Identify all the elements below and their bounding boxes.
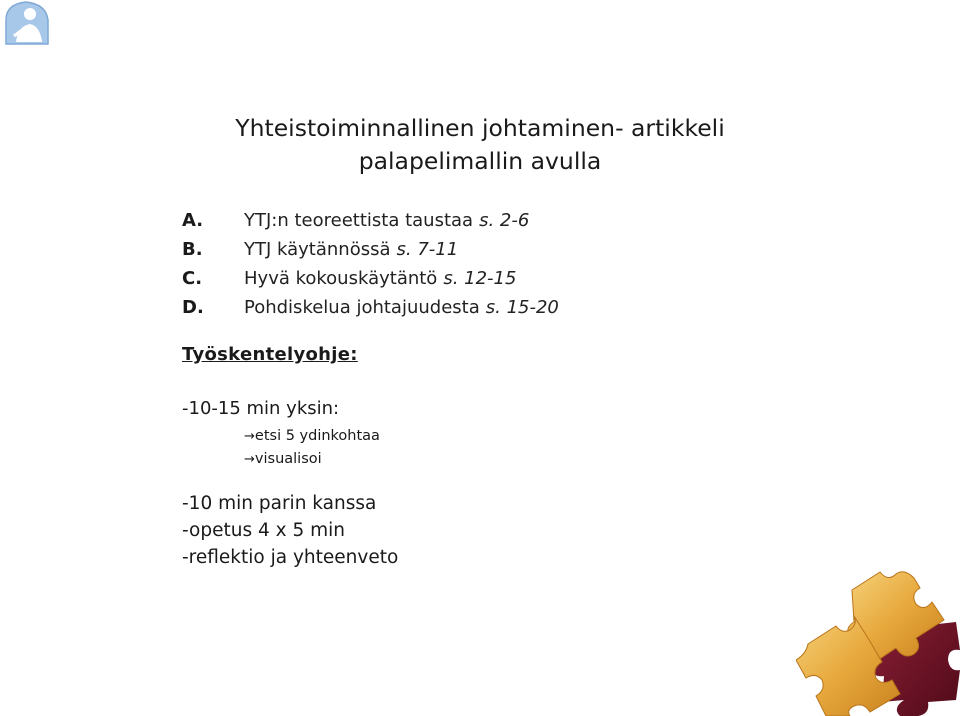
page-title [0, 112, 960, 178]
sub-item-find-key-points [244, 428, 380, 444]
step-alone: -10-15 min yksin: [182, 398, 340, 419]
toc-pages: s. 15-20 [485, 297, 559, 318]
step-teaching: -opetus 4 x 5 min [182, 520, 345, 541]
sub-item-visualize [244, 451, 322, 467]
toc-text: YTJ:n teoreettista taustaa [244, 210, 474, 231]
puzzle-pieces-icon [796, 568, 960, 716]
instructions-heading: Työskentelyohje: [182, 344, 358, 365]
toc-text: Hyvä kokouskäytäntö [244, 268, 438, 289]
toc-letter: D. [182, 297, 204, 318]
toc-item-a [182, 206, 559, 235]
sub-item-text: etsi 5 ydinkohtaa [254, 428, 380, 444]
toc-item-b [182, 235, 559, 264]
toc-pages: s. 2-6 [479, 210, 530, 231]
step-pair: -10 min parin kanssa [182, 493, 377, 514]
table-of-contents [182, 206, 559, 322]
toc-item-c [182, 264, 559, 293]
logo-icon [0, 0, 56, 50]
steps-list [182, 490, 398, 571]
title-line-2: palapelimallin avulla [358, 147, 602, 175]
sub-item-text: visualisoi [254, 451, 322, 467]
toc-letter: C. [182, 268, 203, 289]
toc-text: YTJ käytännössä [244, 239, 391, 260]
arrow-right-icon: → [244, 429, 255, 444]
title-line-1: Yhteistoiminnallinen johtaminen- artikkeli [235, 114, 725, 142]
toc-pages: s. 12-15 [443, 268, 517, 289]
step-reflection: -reflektio ja yhteenveto [182, 547, 399, 568]
toc-text: Pohdiskelua johtajuudesta [244, 297, 480, 318]
toc-letter: B. [182, 239, 203, 260]
toc-letter: A. [182, 210, 204, 231]
toc-pages: s. 7-11 [396, 239, 459, 260]
arrow-right-icon: → [244, 452, 255, 467]
toc-item-d [182, 293, 559, 322]
